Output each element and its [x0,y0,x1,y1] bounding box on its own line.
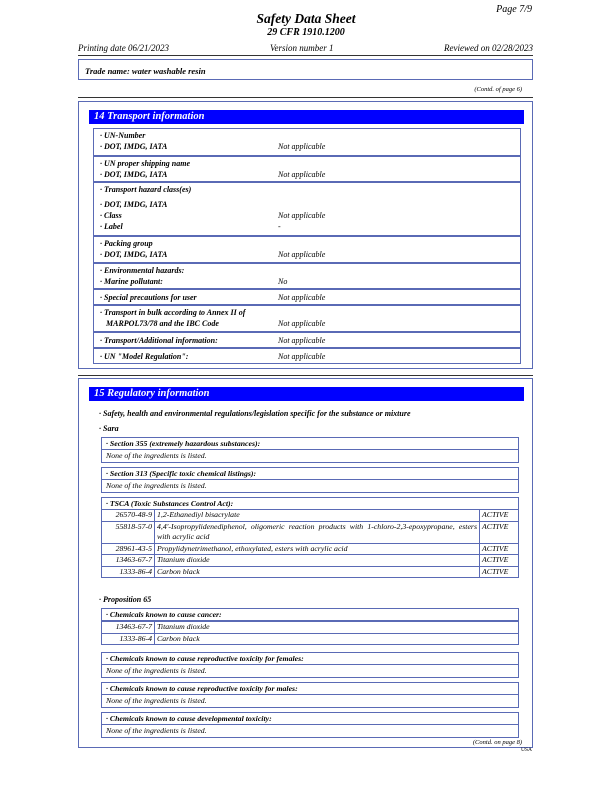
prop65-heading: · Proposition 65 [99,595,152,604]
section-313-value: None of the ingredients is listed. [101,480,519,493]
row-value: No [278,277,288,286]
status: ACTIVE [480,521,519,543]
cas-number: 26570-48-9 [102,510,155,522]
status: ACTIVE [480,543,519,555]
header-divider [78,55,533,56]
section-15-title: 15 Regulatory information [89,387,524,401]
row-label: · Packing group [100,239,153,248]
trade-name: Trade name: water washable resin [78,59,533,80]
row-value: Not applicable [278,293,326,302]
section-355-heading: · Section 355 (extremely hazardous substances): [101,437,519,450]
cas-number: 28961-43-5 [102,543,155,555]
row-value: Not applicable [278,336,326,345]
document-subtitle: 29 CFR 1910.1200 [267,27,345,38]
status: ACTIVE [480,555,519,567]
transport-row-environmental [93,263,521,289]
tsca-table [101,509,519,578]
reviewed-date: Reviewed on 02/28/2023 [444,43,533,53]
substance-name: 1,2-Ethanediyl bisacrylate [155,510,480,522]
table-row [102,510,519,522]
divider [78,97,533,98]
table-row [102,622,519,634]
transport-row-additional [93,332,521,348]
cas-number: 13463-67-7 [102,555,155,567]
row-label: · DOT, IMDG, IATA [100,250,168,259]
transport-row-model-regulation [93,348,521,364]
row-value: - [278,222,281,231]
repro-male-value: None of the ingredients is listed. [101,695,519,708]
row-value: Not applicable [278,170,326,179]
cancer-table [101,621,519,645]
row-label: · UN "Model Regulation": [100,352,189,361]
table-row [102,566,519,578]
row-label: · UN proper shipping name [100,159,191,168]
section-14 [78,101,533,369]
substance-name: Titanium dioxide [155,555,480,567]
substance-name: Carbon black [155,566,480,578]
transport-row-bulk [93,305,521,332]
row-value: Not applicable [278,250,326,259]
tsca-heading: · TSCA (Toxic Substances Control Act): [101,497,519,510]
cas-number: 1333-86-4 [102,566,155,578]
developmental-value: None of the ingredients is listed. [101,725,519,738]
version-number: Version number 1 [270,43,334,53]
substance-name: Carbon black [155,633,519,645]
substance-name: 4,4'-Isopropylidenediphenol, oligomeric reaction products with 1-chloro-2,3-epoxypropane, esters with acrylic acid [155,521,480,543]
transport-row-un-number [93,128,521,156]
contd-bottom: (Contd. on page 8) [472,739,522,746]
repro-female-heading: · Chemicals known to cause reproductive toxicity for females: [101,652,519,665]
row-value: Not applicable [278,352,326,361]
regulations-intro: · Safety, health and environmental regulations/legislation specific for the substance or mixture [99,409,411,418]
substance-name: Titanium dioxide [155,622,519,634]
row-label: MARPOL73/78 and the IBC Code [106,319,219,328]
contd-top: (Contd. of page 6) [474,86,522,93]
cas-number: 1333-86-4 [102,633,155,645]
row-value: Not applicable [278,211,326,220]
status: ACTIVE [480,510,519,522]
substance-name: Propylidynetrimethanol, ethoxylated, esters with acrylic acid [155,543,480,555]
row-label: · DOT, IMDG, IATA [100,142,168,151]
row-label: · Transport in bulk according to Annex II of [100,308,246,317]
row-value: Not applicable [278,142,326,151]
transport-row-special-precautions [93,289,521,305]
row-label: · Class [100,211,122,220]
page-number: Page 7/9 [496,4,532,15]
row-label: · DOT, IMDG, IATA [100,200,168,209]
row-label: · Environmental hazards: [100,266,185,275]
row-label: · Special precautions for user [100,293,197,302]
status: ACTIVE [480,566,519,578]
repro-male-heading: · Chemicals known to cause reproductive toxicity for males: [101,682,519,695]
row-value: Not applicable [278,319,326,328]
section-355-value: None of the ingredients is listed. [101,450,519,463]
row-label: · UN-Number [100,131,146,140]
transport-row-hazard-class [93,182,521,236]
document-title: Safety Data Sheet [256,11,356,26]
table-row [102,633,519,645]
sara-heading: · Sara [99,424,119,433]
table-row [102,543,519,555]
divider [78,375,533,376]
row-label: · Marine pollutant: [100,277,163,286]
section-14-title: 14 Transport information [89,110,524,124]
footer-tag: USA [520,747,532,753]
cancer-heading: · Chemicals known to cause cancer: [101,608,519,621]
table-row [102,555,519,567]
row-label: · Transport hazard class(es) [100,185,192,194]
cas-number: 13463-67-7 [102,622,155,634]
transport-row-shipping-name [93,156,521,182]
printing-date: Printing date 06/21/2023 [78,43,169,53]
repro-female-value: None of the ingredients is listed. [101,665,519,678]
section-15 [78,378,533,748]
transport-row-packing-group [93,236,521,263]
table-row [102,521,519,543]
developmental-heading: · Chemicals known to cause developmental toxicity: [101,712,519,725]
row-label: · DOT, IMDG, IATA [100,170,168,179]
row-label: · Label [100,222,123,231]
section-313-heading: · Section 313 (Specific toxic chemical listings): [101,467,519,480]
cas-number: 55818-57-0 [102,521,155,543]
row-label: · Transport/Additional information: [100,336,218,345]
